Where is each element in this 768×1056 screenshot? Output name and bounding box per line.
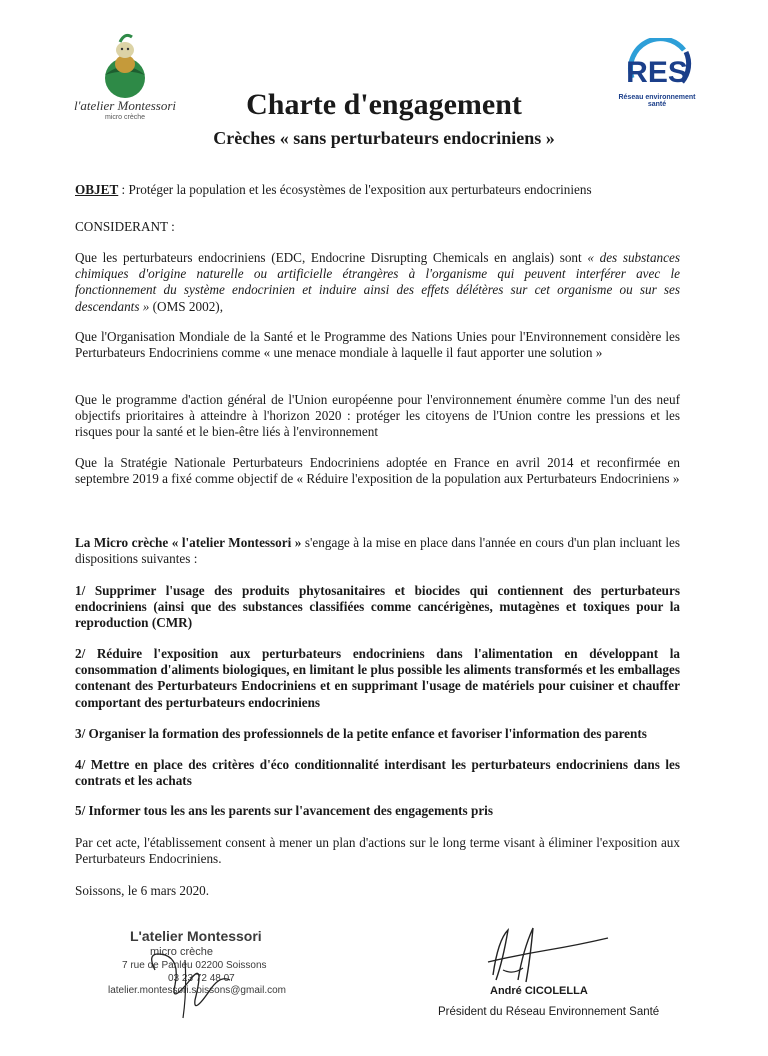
logo-right-caption: Réseau environnement santé — [618, 94, 696, 108]
logo-left-sub: micro crèche — [104, 114, 146, 121]
closing-paragraph: Par cet acte, l'établissement consent à mener un plan d'actions sur le long terme visant à éliminer l'exposition aux Perturbateurs Endocriniens. — [75, 835, 680, 867]
stamp-line-4: 03 23 72 48 07 — [168, 973, 235, 984]
considerant-heading: CONSIDERANT : — [75, 219, 175, 234]
considerant-4: Que la Stratégie Nationale Perturbateurs Endocriniens adoptée en France en avril 2014 et reconfirmée en septembre 2019 a fixé comme objectif de « Réduire l'exposition de la population aux Perturbateurs Endocriniens » — [75, 455, 680, 487]
engagement-bold: La Micro crèche « l'atelier Montessori » — [75, 535, 302, 550]
signer-role: Président du Réseau Environnement Santé — [438, 1006, 660, 1018]
page-title: Charte d'engagement — [246, 88, 522, 121]
commitment-3: 3/ Organiser la formation des professionnels de la petite enfance et favoriser l'information des parents — [75, 726, 647, 741]
res-letters: RES — [626, 56, 688, 89]
stamp-line-2: micro crèche — [150, 946, 213, 958]
considerant-3: Que le programme d'action général de l'Union européenne pour l'environnement énumère comme l'un des neuf objectifs prioritaires à atteindre à l'horizon 2020 : protéger les citoyens de l'Union contre les pressions et les risques pour la santé et le bien-être liés à l'environnement — [75, 392, 680, 440]
page-subtitle: Crèches « sans perturbateurs endocriniens » — [213, 128, 555, 148]
considerant-2: Que l'Organisation Mondiale de la Santé et le Programme des Nations Unies pour l'Environnement considère les Perturbateurs Endocriniens comme « une menace mondiale à laquelle il faut apporter une solution » — [75, 329, 680, 361]
objet-text: : Protéger la population et les écosystèmes de l'exposition aux perturbateurs endocriniens — [118, 182, 592, 197]
stamp-line-3: 7 rue de Panleu 02200 Soissons — [122, 960, 267, 971]
considerant-1 — [75, 250, 680, 315]
logo-left-name: l'atelier Montessori — [73, 98, 177, 113]
objet-paragraph — [75, 182, 680, 198]
objet-label: OBJET — [75, 182, 119, 197]
place-date: Soissons, le 6 mars 2020. — [75, 883, 210, 898]
stamp-line-1: L'atelier Montessori — [130, 928, 262, 944]
c1-start: Que les perturbateurs endocriniens (EDC, Endocrine Disrupting Chemicals en anglais) sont — [75, 250, 588, 265]
signer-name: André CICOLELLA — [490, 985, 588, 997]
commitment-2: 2/ Réduire l'exposition aux perturbateurs endocriniens dans l'alimentation en développant la consommation d'aliments biologiques, en limitant le plus possible les aliments transformés et les emballages contenant des Perturbateurs Endocriniens et en supprimant l'usage de matériels pour cuisiner et chauffer comportant des perturbateurs endocriniens — [75, 646, 680, 710]
left-signature — [135, 930, 245, 1020]
right-signature — [478, 920, 618, 995]
engagement-rest: s'engage à la mise en place dans l'année en cours d'un plan incluant les dispositions suivantes : — [75, 535, 680, 567]
c1-quote: « des substances chimiques d'origine naturelle ou artificielle étrangères à l'organisme qui peuvent interférer avec le fonctionnement du système endocrinien et induire ainsi des effets délétères sur cet organisme ou sur ses descendants » — [75, 250, 680, 314]
commitment-4: 4/ Mettre en place des critères d'éco conditionnalité interdisant les perturbateurs endocriniens dans les contrats et les achats — [75, 757, 680, 789]
res-emblem-icon — [612, 38, 702, 94]
engagement-intro — [75, 535, 680, 567]
stamp-line-5: latelier.montessori.soissons@gmail.com — [108, 985, 286, 996]
commitment-1: 1/ Supprimer l'usage des produits phytosanitaires et biocides qui contiennent des perturbateurs endocriniens (ainsi que des substances classifiées comme cancérigènes, mutagènes et toxiques pour la reproduction (CMR) — [75, 583, 680, 631]
c1-end: (OMS 2002), — [149, 298, 223, 314]
commitment-5: 5/ Informer tous les ans les parents sur l'avancement des engagements pris — [75, 803, 493, 818]
